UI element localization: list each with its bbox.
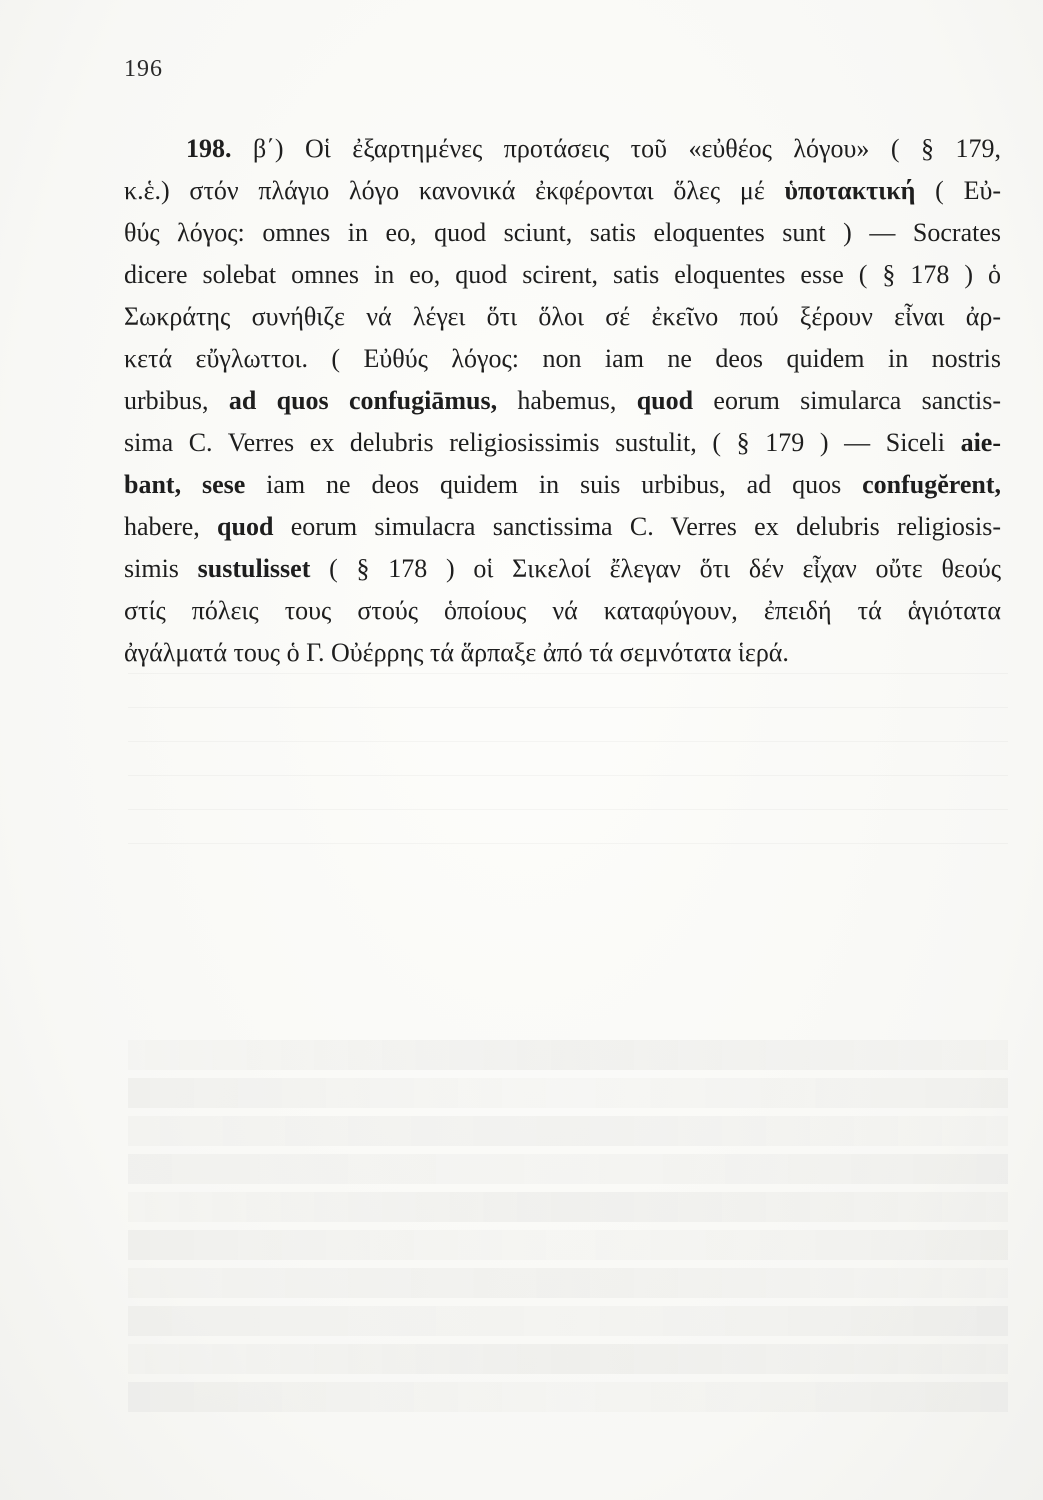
bold-term: quod — [217, 512, 274, 541]
text-segment: habere, — [124, 512, 218, 541]
text-segment: κετά εὔγλωττοι. ( Εὐθύς λόγος: non iam ne deos quidem in nostris — [124, 344, 1001, 373]
text-line — [124, 254, 1001, 296]
text-line — [124, 632, 1001, 674]
paragraph-198 — [124, 128, 1001, 674]
text-segment: iam ne deos quidem in suis urbibus, ad quos — [245, 470, 863, 499]
text-line — [124, 128, 1001, 170]
text-segment: sima C. Verres ex delubris religiosissimis sustulit, ( § 179 ) — Siceli — [124, 428, 961, 457]
text-segment: ( Εὐ- — [915, 176, 1001, 205]
text-segment: ( § 178 ) οἱ Σικελοί ἔλεγαν ὅτι δέν εἶχαν οὔτε θεούς — [310, 554, 1001, 583]
text-segment: simis — [124, 554, 198, 583]
text-segment: στίς πόλεις τους στούς ὁποίους νά καταφύγουν, ἐπειδή τά ἁγιότατα — [124, 596, 1001, 625]
text-line — [124, 422, 1001, 464]
text-line — [124, 464, 1001, 506]
text-line — [124, 170, 1001, 212]
text-segment: β΄) Οἱ ἐξαρτημένες προτάσεις τοῦ «εὐθέος λόγου» ( § 179, — [231, 134, 1001, 163]
text-line — [124, 296, 1001, 338]
text-segment: eorum simulacra sanctissima C. Verres ex delubris religiosis- — [273, 512, 1001, 541]
page-number: 196 — [124, 56, 163, 82]
text-line — [124, 380, 1001, 422]
text-line — [124, 338, 1001, 380]
text-line — [124, 506, 1001, 548]
section-number: 198. — [186, 134, 232, 163]
bleed-through-texture-lower — [128, 1040, 1008, 1460]
bold-term: confugĕrent, — [862, 470, 1001, 499]
bold-term: bant, sese — [124, 470, 246, 499]
text-segment: habemus, — [497, 386, 637, 415]
text-segment: Σωκράτης συνήθιζε νά λέγει ὅτι ὅλοι σέ ἐκεῖνο πού ξέρουν εἶναι ἀρ- — [124, 302, 1001, 331]
bold-term: ὑποτακτική — [784, 176, 916, 205]
text-segment: κ.ἑ.) στόν πλάγιο λόγο κανονικά ἐκφέρονται ὅλες μέ — [124, 176, 785, 205]
text-line — [124, 590, 1001, 632]
text-segment: θύς λόγος: omnes in eo, quod sciunt, satis eloquentes sunt ) — Socrates — [124, 218, 1001, 247]
bold-term: sustulisset — [197, 554, 311, 583]
text-segment: urbibus, — [124, 386, 229, 415]
text-line — [124, 212, 1001, 254]
bold-term: quod — [636, 386, 694, 415]
bold-term: ad quos confugiāmus, — [228, 386, 498, 415]
text-line — [124, 548, 1001, 590]
text-segment: eorum simularca sanctis- — [693, 386, 1001, 415]
text-segment: dicere solebat omnes in eo, quod scirent, satis eloquentes esse ( § 178 ) ὁ — [124, 260, 1001, 289]
text-segment: ἀγάλματά τους ὁ Γ. Οὐέρρης τά ἅρπαξε ἀπό τά σεμνότατα ἱερά. — [124, 638, 789, 667]
bold-term: aie- — [960, 428, 1001, 457]
bleed-through-texture — [128, 640, 1008, 870]
